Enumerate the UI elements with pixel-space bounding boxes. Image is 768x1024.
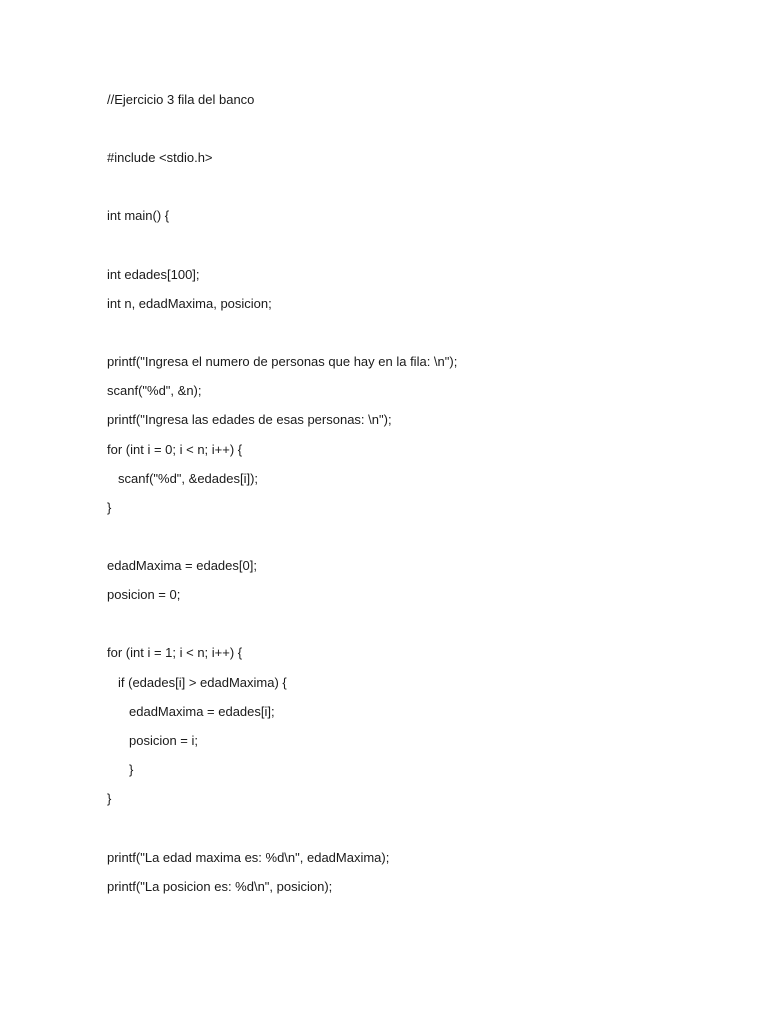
code-line-close-brace: } bbox=[107, 791, 112, 807]
code-line-include: #include <stdio.h> bbox=[107, 150, 213, 166]
code-line-close-brace: } bbox=[107, 499, 112, 515]
code-line-for-read: for (int i = 0; i < n; i++) { bbox=[107, 441, 243, 457]
code-line-array-decl: int edades[100]; bbox=[107, 266, 200, 282]
code-line-printf-ages: printf("Ingresa las edades de esas personas: \n"); bbox=[107, 412, 392, 428]
code-line-printf-max: printf("La edad maxima es: %d\n", edadMaxima); bbox=[107, 849, 390, 865]
code-line-assign-pos: posicion = i; bbox=[129, 733, 199, 748]
code-line-init-pos: posicion = 0; bbox=[107, 587, 181, 603]
code-line-scanf-n: scanf("%d", &n); bbox=[107, 383, 202, 399]
code-line-comment: //Ejercicio 3 fila del banco bbox=[107, 92, 255, 107]
code-line-if-compare: if (edades[i] > edadMaxima) { bbox=[118, 674, 287, 690]
code-line-for-search: for (int i = 1; i < n; i++) { bbox=[107, 645, 243, 661]
code-line-var-decl: int n, edadMaxima, posicion; bbox=[107, 295, 272, 311]
code-listing bbox=[107, 91, 727, 896]
code-line-printf-count: printf("Ingresa el numero de personas que hay en la fila: \n"); bbox=[107, 353, 458, 369]
code-line-assign-max: edadMaxima = edades[i]; bbox=[129, 703, 275, 719]
code-line-init-max: edadMaxima = edades[0]; bbox=[107, 558, 257, 574]
code-line-main: int main() { bbox=[107, 208, 170, 224]
code-line-scanf-age: scanf("%d", &edades[i]); bbox=[118, 470, 259, 486]
code-line-close-brace: } bbox=[129, 762, 134, 778]
code-line-printf-pos: printf("La posicion es: %d\n", posicion); bbox=[107, 878, 333, 894]
